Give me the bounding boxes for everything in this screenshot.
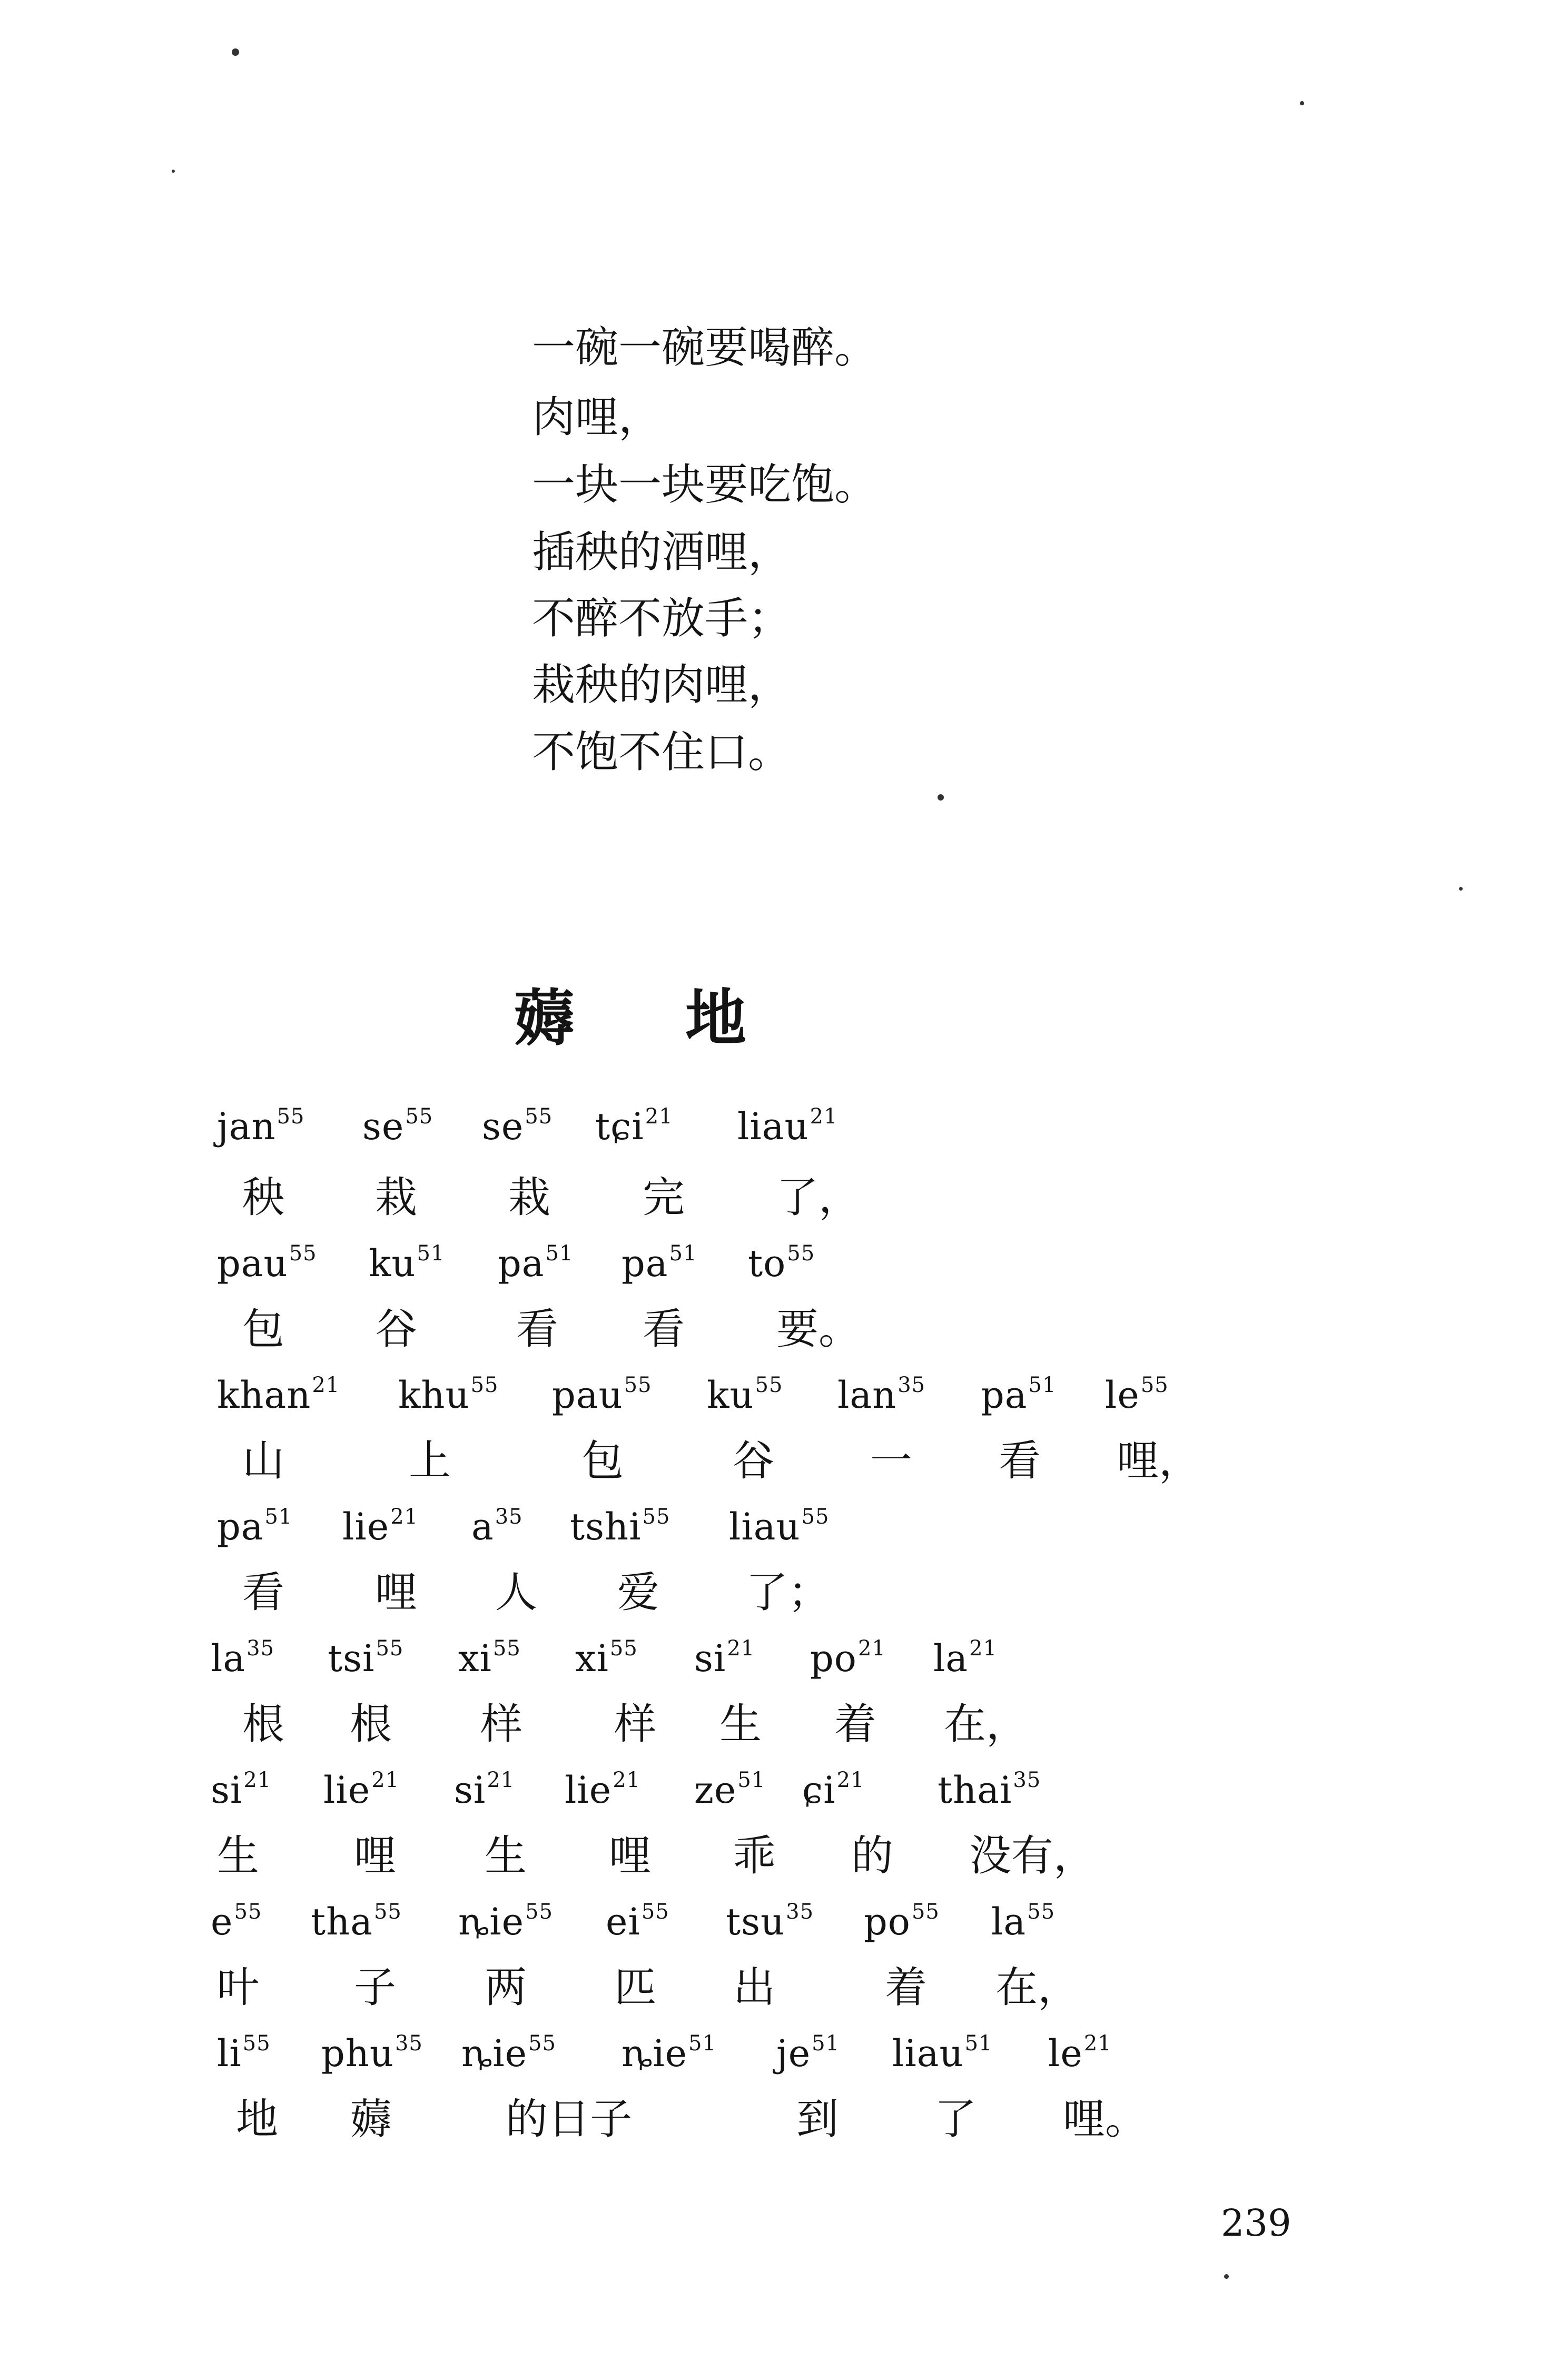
romanized-syllable <box>217 1373 340 1417</box>
romanized-syllable <box>211 1900 262 1943</box>
syllable-text: tɕi <box>595 1105 644 1148</box>
romanized-syllable <box>461 2031 556 2075</box>
syllable-text: ei <box>606 1900 640 1943</box>
poem-line: 肉哩， <box>532 392 662 442</box>
hanzi-gloss: 的 <box>851 1831 893 1880</box>
hanzi-gloss: 子 <box>354 1963 396 2012</box>
syllable-text: ȵie <box>461 2032 528 2075</box>
poem-line: 一碗一碗要喝醉。 <box>532 323 878 373</box>
syllable-text: lie <box>342 1505 390 1548</box>
romanized-syllable <box>864 1900 940 1943</box>
hanzi-gloss: 哩。 <box>1063 2095 1147 2144</box>
roman-line <box>0 1506 1568 1559</box>
syllable-text: ȵie <box>458 1900 525 1943</box>
tone-number: 55 <box>277 1104 305 1129</box>
roman-line <box>0 1901 1568 1954</box>
hanzi-gloss: 乖 <box>733 1831 775 1880</box>
romanized-syllable <box>217 1241 317 1285</box>
hanzi-gloss: 匹 <box>614 1963 656 2012</box>
hanzi-gloss: 在， <box>944 1700 1028 1749</box>
romanized-syllable <box>802 1768 865 1812</box>
romanized-syllable <box>362 1104 433 1148</box>
romanized-syllable <box>810 1636 886 1680</box>
syllable-text: je <box>776 2032 811 2075</box>
tone-number: 51 <box>812 2031 840 2056</box>
tone-number: 55 <box>1027 1900 1056 1924</box>
tone-number: 35 <box>495 1505 523 1529</box>
romanized-syllable <box>1048 2031 1112 2075</box>
romanized-syllable <box>369 1241 445 1285</box>
tone-number: 55 <box>525 1104 553 1129</box>
tone-number: 51 <box>737 1768 766 1792</box>
tone-number: 51 <box>669 1241 697 1266</box>
romanized-syllable <box>575 1636 638 1680</box>
tone-number: 55 <box>405 1104 433 1129</box>
romanized-syllable <box>622 2031 716 2075</box>
hanzi-line <box>0 2095 1568 2151</box>
tone-number: 21 <box>312 1373 340 1397</box>
hanzi-gloss: 的日子 <box>506 2095 632 2144</box>
tone-number: 55 <box>609 1636 638 1661</box>
hanzi-gloss: 叶 <box>217 1963 259 2012</box>
tone-number: 21 <box>727 1636 755 1661</box>
syllable-text: lie <box>565 1769 612 1812</box>
syllable-text: liau <box>892 2032 964 2075</box>
syllable-text: la <box>211 1637 246 1680</box>
romanized-syllable <box>1105 1373 1169 1417</box>
tone-number: 35 <box>246 1636 275 1661</box>
hanzi-gloss: 生 <box>485 1831 527 1880</box>
tone-number: 55 <box>234 1900 262 1924</box>
scan-speck <box>938 794 944 801</box>
syllable-text: li <box>217 2032 242 2075</box>
hanzi-gloss: 到 <box>796 2095 839 2144</box>
romanized-syllable <box>498 1241 574 1285</box>
tone-number: 21 <box>371 1768 400 1792</box>
hanzi-gloss: 哩 <box>354 1831 396 1880</box>
syllable-text: liau <box>737 1105 809 1148</box>
syllable-text: po <box>864 1900 911 1943</box>
romanized-syllable <box>398 1373 499 1417</box>
roman-line <box>0 1106 1568 1159</box>
syllable-text: liau <box>729 1505 801 1548</box>
syllable-text: pa <box>498 1242 545 1285</box>
poem-line: 插秧的酒哩， <box>532 527 792 577</box>
scan-speck <box>172 170 175 173</box>
syllable-text: se <box>482 1105 524 1148</box>
hanzi-gloss: 看 <box>516 1305 558 1354</box>
syllable-text: pau <box>552 1374 623 1417</box>
romanized-syllable <box>837 1373 926 1417</box>
tone-number: 55 <box>528 2031 556 2056</box>
romanized-syllable <box>211 1768 272 1812</box>
hanzi-line <box>0 1700 1568 1756</box>
hanzi-gloss: 了 <box>934 2095 977 2144</box>
hanzi-gloss: 了； <box>746 1568 830 1617</box>
romanized-syllable <box>321 2031 423 2075</box>
hanzi-gloss: 山 <box>242 1436 284 1485</box>
tone-number: 35 <box>786 1900 814 1924</box>
romanized-syllable <box>458 1636 521 1680</box>
syllable-text: pa <box>217 1505 264 1548</box>
hanzi-gloss: 秧 <box>242 1173 284 1222</box>
syllable-text: pa <box>622 1242 668 1285</box>
syllable-text: khu <box>398 1374 470 1417</box>
poem-line: 不醉不放手； <box>532 594 792 644</box>
tone-number: 51 <box>1028 1373 1057 1397</box>
romanized-syllable <box>726 1900 814 1943</box>
hanzi-gloss: 生 <box>217 1831 259 1880</box>
hanzi-gloss: 样 <box>614 1700 656 1749</box>
romanized-syllable <box>328 1636 404 1680</box>
syllable-text: xi <box>575 1637 609 1680</box>
hanzi-line <box>0 1831 1568 1888</box>
hanzi-gloss: 根 <box>350 1700 392 1749</box>
hanzi-gloss: 包 <box>581 1436 624 1485</box>
title-char: 地 <box>685 983 746 1054</box>
poem-line: 一块一块要吃饱。 <box>532 460 878 510</box>
tone-number: 55 <box>470 1373 499 1397</box>
syllable-text: tsu <box>726 1900 785 1943</box>
romanized-syllable <box>217 1505 293 1548</box>
syllable-text: si <box>454 1769 486 1812</box>
hanzi-gloss: 没有， <box>969 1831 1096 1880</box>
syllable-text: ze <box>694 1769 737 1812</box>
roman-line <box>0 1375 1568 1427</box>
tone-number: 55 <box>525 1900 553 1924</box>
roman-line <box>0 1638 1568 1691</box>
hanzi-gloss: 栽 <box>375 1173 417 1222</box>
tone-number: 21 <box>487 1768 515 1792</box>
hanzi-gloss: 一 <box>870 1436 912 1485</box>
tone-number: 21 <box>645 1104 673 1129</box>
poem-line: 不饱不住口。 <box>532 727 792 777</box>
syllable-text: e <box>211 1900 233 1943</box>
hanzi-gloss: 着 <box>885 1963 927 2012</box>
hanzi-gloss: 薅 <box>350 2095 392 2144</box>
romanized-syllable <box>211 1636 275 1680</box>
tone-number: 21 <box>969 1636 998 1661</box>
syllable-text: thai <box>938 1769 1012 1812</box>
romanized-syllable <box>737 1104 838 1148</box>
tone-number: 55 <box>787 1241 815 1266</box>
syllable-text: pau <box>217 1242 288 1285</box>
title-char: 薅 <box>514 983 575 1054</box>
hanzi-line <box>0 1173 1568 1229</box>
tone-number: 51 <box>964 2031 993 2056</box>
syllable-text: la <box>991 1900 1027 1943</box>
romanized-syllable <box>311 1900 402 1943</box>
scan-speck <box>1224 2274 1229 2279</box>
syllable-text: tshi <box>570 1505 642 1548</box>
romanized-syllable <box>458 1900 553 1943</box>
syllable-text: lan <box>837 1374 897 1417</box>
hanzi-gloss: 样 <box>480 1700 522 1749</box>
romanized-syllable <box>729 1505 830 1548</box>
hanzi-gloss: 看 <box>999 1436 1041 1485</box>
syllable-text: jan <box>217 1105 276 1148</box>
syllable-text: khan <box>217 1374 311 1417</box>
hanzi-gloss: 完 <box>643 1173 685 1222</box>
syllable-text: tha <box>311 1900 373 1943</box>
tone-number: 21 <box>836 1768 865 1792</box>
syllable-text: to <box>748 1242 786 1285</box>
tone-number: 51 <box>688 2031 716 2056</box>
hanzi-line <box>0 1436 1568 1493</box>
tone-number: 55 <box>624 1373 652 1397</box>
hanzi-gloss: 根 <box>242 1700 284 1749</box>
tone-number: 35 <box>898 1373 926 1397</box>
scan-speck <box>232 48 239 56</box>
hanzi-gloss: 哩 <box>375 1568 417 1617</box>
hanzi-gloss: 着 <box>834 1700 876 1749</box>
romanized-syllable <box>694 1768 766 1812</box>
hanzi-gloss: 栽 <box>508 1173 550 1222</box>
hanzi-line <box>0 1305 1568 1361</box>
hanzi-gloss: 了， <box>776 1173 861 1222</box>
hanzi-gloss: 在， <box>995 1963 1080 2012</box>
tone-number: 55 <box>911 1900 940 1924</box>
tone-number: 55 <box>242 2031 271 2056</box>
romanized-syllable <box>323 1768 400 1812</box>
syllable-text: xi <box>458 1637 492 1680</box>
romanized-syllable <box>938 1768 1041 1812</box>
tone-number: 55 <box>641 1900 669 1924</box>
scan-speck <box>1459 887 1463 891</box>
tone-number: 21 <box>243 1768 272 1792</box>
romanized-syllable <box>570 1505 670 1548</box>
romanized-syllable <box>552 1373 652 1417</box>
romanized-syllable <box>748 1241 815 1285</box>
hanzi-gloss: 上 <box>409 1436 451 1485</box>
roman-line <box>0 1243 1568 1296</box>
tone-number: 51 <box>417 1241 445 1266</box>
romanized-syllable <box>981 1373 1057 1417</box>
tone-number: 55 <box>642 1505 670 1529</box>
syllable-text: pa <box>981 1374 1028 1417</box>
romanized-syllable <box>622 1241 697 1285</box>
scan-speck <box>1300 101 1304 105</box>
hanzi-gloss: 爱 <box>617 1568 659 1617</box>
syllable-text: a <box>471 1505 494 1548</box>
hanzi-gloss: 哩， <box>1117 1436 1201 1485</box>
tone-number: 21 <box>1083 2031 1112 2056</box>
tone-number: 55 <box>376 1636 404 1661</box>
hanzi-gloss: 地 <box>236 2095 278 2144</box>
syllable-text: po <box>810 1637 857 1680</box>
section-title <box>514 969 746 1057</box>
romanized-syllable <box>892 2031 993 2075</box>
hanzi-gloss: 生 <box>719 1700 762 1749</box>
hanzi-gloss: 看 <box>242 1568 284 1617</box>
syllable-text: ɕi <box>802 1769 836 1812</box>
romanized-syllable <box>606 1900 669 1943</box>
hanzi-gloss: 出 <box>733 1963 775 2012</box>
syllable-text: phu <box>321 2032 394 2075</box>
syllable-text: se <box>362 1105 405 1148</box>
syllable-text: la <box>933 1637 969 1680</box>
hanzi-line <box>0 1963 1568 2019</box>
syllable-text: si <box>211 1769 243 1812</box>
tone-number: 55 <box>492 1636 521 1661</box>
romanized-syllable <box>595 1104 673 1148</box>
romanized-syllable <box>471 1505 523 1548</box>
tone-number: 21 <box>613 1768 641 1792</box>
syllable-text: le <box>1048 2032 1083 2075</box>
syllable-text: lie <box>323 1769 371 1812</box>
syllable-text: ȵie <box>622 2032 688 2075</box>
romanized-syllable <box>217 1104 305 1148</box>
tone-number: 21 <box>810 1104 838 1129</box>
syllable-text: si <box>694 1637 726 1680</box>
tone-number: 55 <box>373 1900 402 1924</box>
hanzi-line <box>0 1568 1568 1624</box>
hanzi-gloss: 谷 <box>732 1436 774 1485</box>
page-number: 239 <box>1221 2201 1291 2245</box>
hanzi-gloss: 两 <box>485 1963 527 2012</box>
romanized-syllable <box>454 1768 515 1812</box>
romanized-syllable <box>933 1636 998 1680</box>
romanized-syllable <box>217 2031 271 2075</box>
roman-line <box>0 2033 1568 2086</box>
romanized-syllable <box>776 2031 840 2075</box>
tone-number: 21 <box>390 1505 419 1529</box>
syllable-text: ku <box>369 1242 416 1285</box>
hanzi-gloss: 包 <box>242 1305 284 1354</box>
tone-number: 55 <box>801 1505 830 1529</box>
romanized-syllable <box>694 1636 755 1680</box>
poem-line: 栽秧的肉哩， <box>532 660 792 710</box>
romanized-syllable <box>482 1104 553 1148</box>
hanzi-gloss: 看 <box>643 1305 685 1354</box>
hanzi-gloss: 谷 <box>375 1305 417 1354</box>
romanized-syllable <box>565 1768 641 1812</box>
syllable-text: le <box>1105 1374 1140 1417</box>
tone-number: 55 <box>755 1373 783 1397</box>
tone-number: 35 <box>1013 1768 1041 1792</box>
tone-number: 55 <box>1140 1373 1169 1397</box>
syllable-text: ku <box>707 1374 754 1417</box>
hanzi-gloss: 哩 <box>609 1831 651 1880</box>
romanized-syllable <box>707 1373 783 1417</box>
romanized-syllable <box>991 1900 1056 1943</box>
hanzi-gloss: 要。 <box>776 1305 861 1354</box>
hanzi-gloss: 人 <box>495 1568 537 1617</box>
tone-number: 51 <box>264 1505 293 1529</box>
romanized-syllable <box>342 1505 419 1548</box>
tone-number: 21 <box>857 1636 886 1661</box>
roman-line <box>0 1770 1568 1822</box>
syllable-text: tsi <box>328 1637 375 1680</box>
tone-number: 51 <box>545 1241 574 1266</box>
tone-number: 35 <box>395 2031 423 2056</box>
tone-number: 55 <box>289 1241 317 1266</box>
